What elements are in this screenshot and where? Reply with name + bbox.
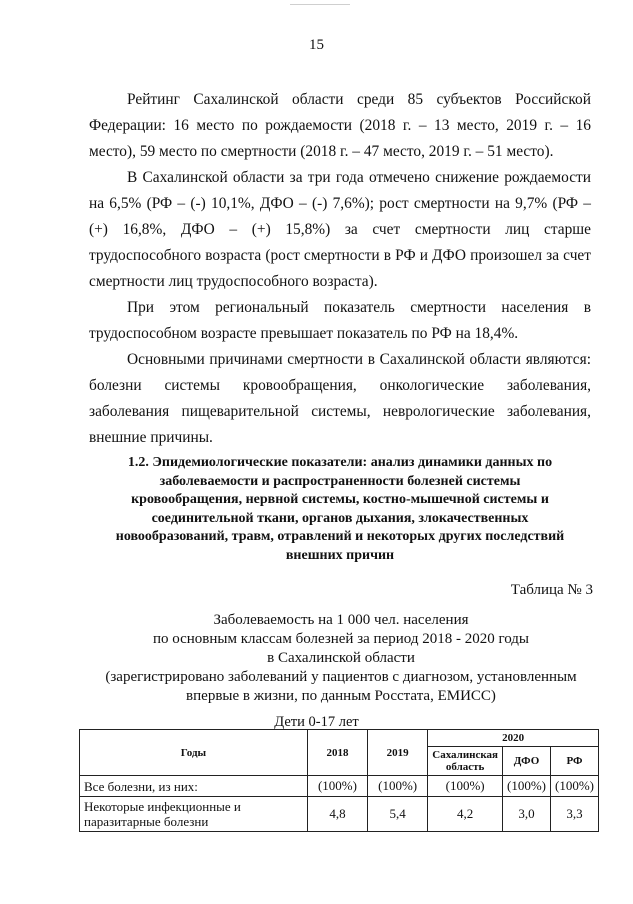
header-rf: РФ	[551, 747, 599, 776]
header-2018: 2018	[307, 730, 367, 776]
cell-sakhalin: 4,2	[428, 797, 503, 832]
cell-2019: (100%)	[368, 776, 428, 797]
paragraph-working-age-text: При этом региональный показатель смертности населения в трудоспособном возрасте превышает показатель по РФ на 18,4%.	[89, 299, 591, 342]
table-caption-line: в Сахалинской области	[267, 650, 415, 666]
table-header-row	[80, 730, 599, 747]
paragraph-causes-text: Основными причинами смертности в Сахалинской области являются: болезни системы кровообращения, онкологические заболевания, заболевания пищеварительной системы, неврологические заболевания, внешние причины.	[89, 351, 591, 446]
table-row	[80, 776, 599, 797]
cell-rf: 3,3	[551, 797, 599, 832]
cell-rf: (100%)	[551, 776, 599, 797]
paragraph-causes	[89, 347, 591, 451]
table-caption-line: по основным классам болезней за период 2018 - 2020 годы	[152, 631, 530, 647]
cell-2019: 5,4	[368, 797, 428, 832]
cell-sakhalin: (100%)	[428, 776, 503, 797]
row-label: Все болезни, из них:	[80, 776, 308, 797]
paragraph-birth-death-text: В Сахалинской области за три года отмечено снижение рождаемости на 6,5% (РФ – (-) 10,1%, ДФО – (-) 7,6%); рост смертности на 9,7% (РФ – (+) 16,8%, ДФО – (+) 15,8%) за счет смертности лиц старше трудоспособного возраста (рост смертности в РФ и ДФО произошел за счет смертности лиц трудоспособного возраста).	[89, 169, 591, 290]
cell-2018: (100%)	[307, 776, 367, 797]
table-label: Таблица № 3	[510, 582, 593, 598]
paragraph-birth-death	[89, 165, 591, 295]
paragraph-rating	[89, 87, 591, 165]
header-2019: 2019	[368, 730, 428, 776]
header-sakhalin: Сахалинская область	[428, 747, 503, 776]
morbidity-table	[79, 729, 599, 832]
paragraph-rating-text: Рейтинг Сахалинской области среди 85 субъектов Российской Федерации: 16 место по рождаемости (2018 г. – 13 место, 2019 г. – 16 место), 59 место по смертности (2018 г. – 47 место, 2019 г. – 51 место).	[89, 91, 591, 160]
table-caption-line: (зарегистрировано заболеваний у пациентов с диагнозом, установленным впервые в жизни, по данным Росстата, ЕМИСС)	[105, 669, 577, 704]
paragraph-working-age	[89, 295, 591, 347]
cell-2018: 4,8	[307, 797, 367, 832]
cell-dfo: 3,0	[503, 797, 551, 832]
header-2020: 2020	[428, 730, 599, 747]
header-dfo: ДФО	[503, 747, 551, 776]
page-number: 15	[309, 37, 324, 53]
section-heading: 1.2. Эпидемиологические показатели: анализ динамики данных по заболеваемости и распространенности болезней системы кровообращения, нервной системы, костно-мышечной системы и соединительной ткани, органов дыхания, злокачественных новообразований, травм, отравлений и некоторых других последствий внешних причин	[115, 455, 565, 563]
table-subtitle: Дети 0-17 лет	[274, 714, 359, 730]
top-rule	[290, 4, 350, 5]
table-row	[80, 797, 599, 832]
row-label: Некоторые инфекционные и паразитарные болезни	[80, 797, 308, 832]
table-caption-line: Заболеваемость на 1 000 чел. населения	[213, 612, 469, 628]
cell-dfo: (100%)	[503, 776, 551, 797]
header-years: Годы	[80, 730, 308, 776]
table-caption	[104, 611, 578, 706]
